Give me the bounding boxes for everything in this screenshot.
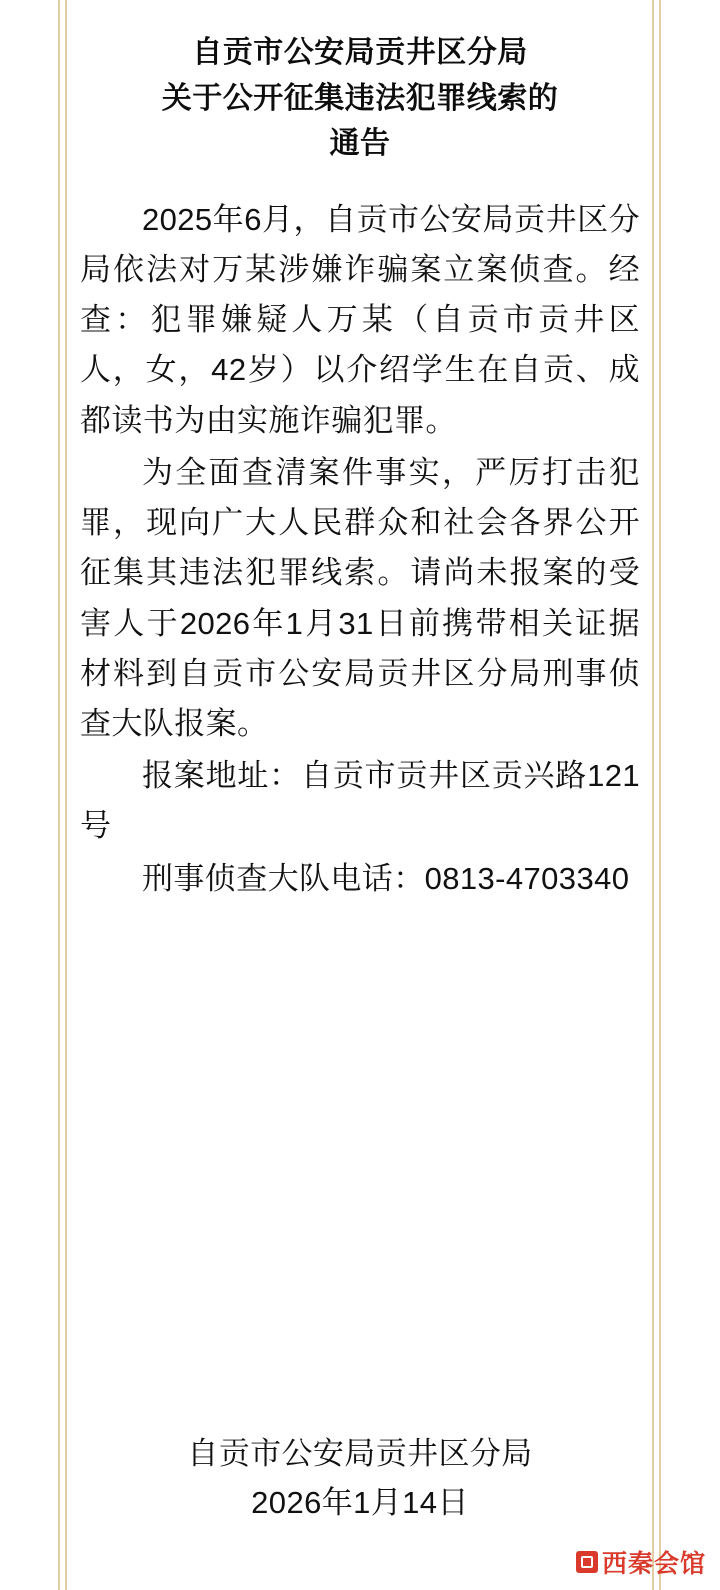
paragraph-report-phone: 刑事侦查大队电话：0813-4703340 (142, 860, 630, 896)
signature-issuer: 自贡市公安局贡井区分局 (187, 1435, 533, 1471)
document-body (80, 195, 640, 906)
border-rule-inner (65, 0, 67, 1590)
document-page (80, 0, 640, 1590)
paragraph-case-summary: 2025年6月，自贡市公安局贡井区分局依法对万某涉嫌诈骗案立案侦查。经查：犯罪嫌疑人万某（自贡市贡井区人，女，42岁）以介绍学生在自贡、成都读书为由实施诈骗犯罪。 (80, 201, 640, 438)
border-rule-inner (652, 0, 654, 1590)
document-signature (80, 1429, 640, 1528)
watermark-label: 西秦会馆 (601, 1550, 706, 1578)
paragraph-report-address: 报案地址：自贡市贡井区贡兴路121号 (80, 758, 640, 844)
left-border-decoration (58, 0, 68, 1590)
paragraph-call-for-leads: 为全面查清案件事实，严厉打击犯罪，现向广大人民群众和社会各界公开征集其违法犯罪线索。请尚未报案的受害人于2026年1月31日前携带相关证据材料到自贡市公安局贡井区分局刑事侦查大队报案。 (80, 454, 640, 741)
square-logo-icon (576, 1551, 598, 1573)
border-rule-outer (659, 0, 661, 1590)
page-title (80, 30, 640, 167)
title-line-1: 自贡市公安局贡井区分局 (192, 36, 528, 69)
border-rule-outer (58, 0, 60, 1590)
right-border-decoration (652, 0, 662, 1590)
site-watermark (576, 1544, 706, 1580)
title-line-2: 关于公开征集违法犯罪线索的 (161, 81, 559, 115)
title-line-3: 通告 (329, 127, 391, 161)
signature-date: 2026年1月14日 (251, 1485, 469, 1521)
